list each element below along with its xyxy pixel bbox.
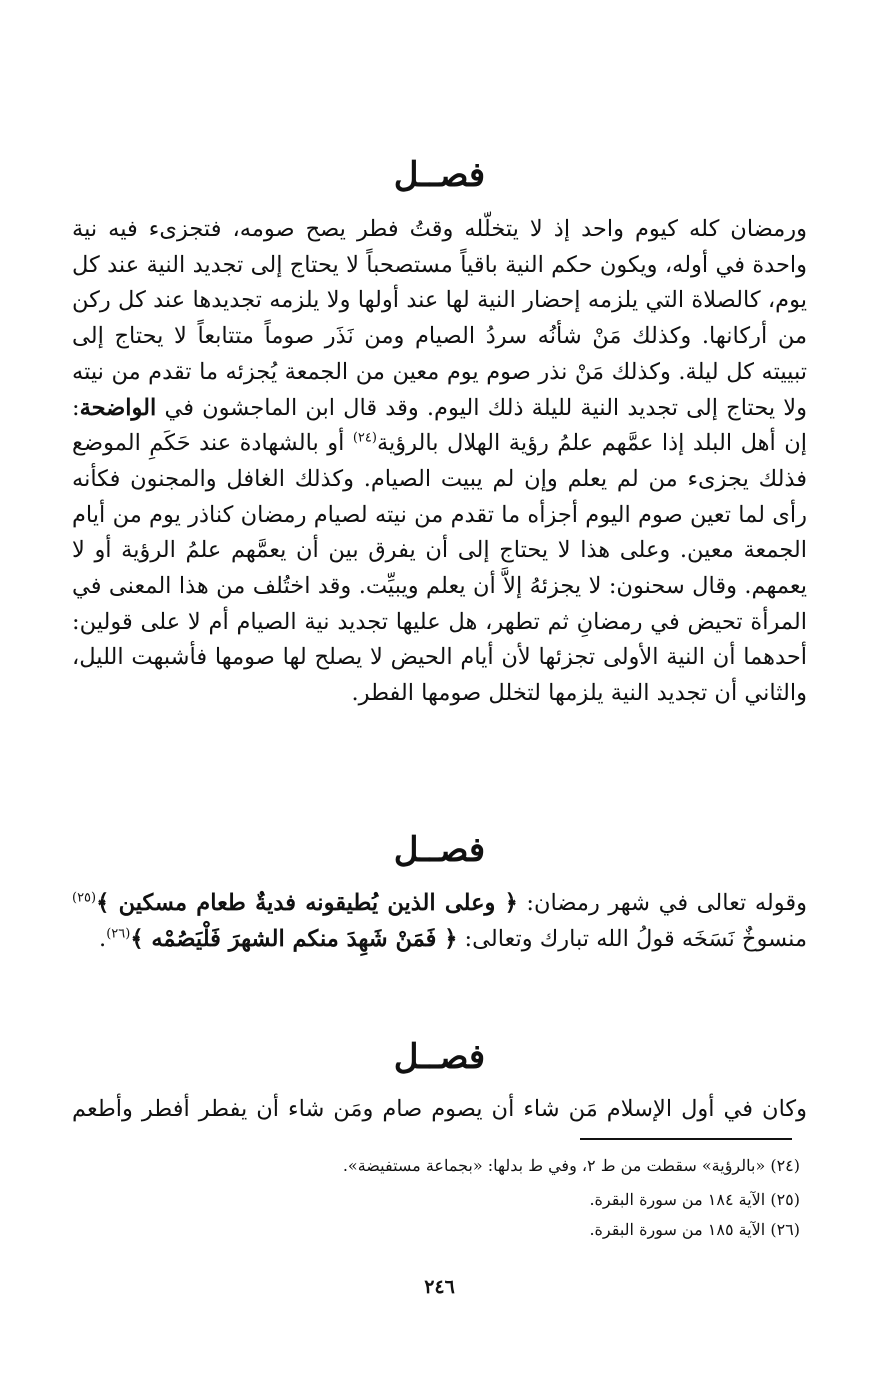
footnote-ref-25: (٢٥) — [72, 890, 97, 906]
section-heading-1: فصــل — [393, 155, 486, 195]
section-1-text: ورمضان كله كيوم واحد إذ لا يتخلّله وقتُ فطر يصح صومه، فتجزىء فيه نية واحدة في أوله، ويكون حكم النية باقياً مستصحباً لا يحتاج إلى تجديد النية عند كل يوم، كالصلاة التي يلزمه إحضار النية لها عند أولها ولا يلزمه تجديدها عند كل ركن من أركانها. وكذلك مَنْ شأنُه سردُ الصيام ومن نَذَر صوماً متتابعاً لا يحتاج إلى تبييته كل ليلة. وكذلك مَنْ نذر صوم يوم معين من الجمعة يُجزئه ما تقدم من نيته ولا يحتاج إلى تجديد النية لليلة ذلك اليوم. وقد قال ابن الماجشون في — [72, 216, 807, 421]
section-3-paragraph: وكان في أول الإسلام مَن شاء أن يصوم صام ومَن شاء أن يفطر أفطر وأطعم — [72, 1096, 807, 1122]
section-2-end: . — [99, 925, 107, 952]
quran-verse-2: ﴿ فَمَنْ شَهِدَ منكم الشهرَ فَلْيَصُمْه ﴾ — [130, 925, 458, 952]
page-number: ٢٤٦ — [424, 1276, 455, 1298]
section-1-text-cont1: : إن أهل البلد إذا عمَّهم علمُ رؤية الهلال بالرؤية — [72, 394, 807, 457]
section-heading-3: فصــل — [393, 1037, 486, 1077]
footnote-26: (٢٦) الآية ١٨٥ من سورة البقرة. — [589, 1220, 800, 1239]
footnote-24: (٢٤) «بالرؤية» سقطت من ط ٢، وفي ط بدلها: «بجماعة مستفيضة». — [342, 1156, 800, 1175]
source-book-title: الواضحة — [79, 394, 157, 421]
footnote-25: (٢٥) الآية ١٨٤ من سورة البقرة. — [589, 1190, 800, 1209]
footnote-divider — [580, 1138, 792, 1140]
footnote-ref-26: (٢٦) — [106, 926, 131, 942]
quran-verse-1: ﴿ وعلى الذين يُطيقونه فديةٌ طعام مسكين ﴾ — [96, 890, 518, 916]
footnote-ref-24: (٢٤) — [352, 430, 377, 446]
section-2-intro: وقوله تعالى في شهر رمضان: — [517, 890, 808, 916]
section-2-paragraph — [72, 886, 807, 957]
section-1-paragraph — [72, 212, 807, 712]
section-1-text-cont2: أو بالشهادة عند حَكَمِ الموضع فذلك يجزىء من لم يعلم وإن لم يبيت الصيام. وكذلك الغافل والمجنون فكأنه رأى لما تعين صوم اليوم أجزأه ما تقدم من نيته لصيام رمضان كناذر يوم من أيام الجمعة معين. وعلى هذا لا يحتاج إلى أن يفرق بين أن يعمَّهم علمُ الرؤية أو لا يعمهم. وقال سحنون: لا يجزئهُ إلاَّ أن يعلم ويبيِّت. وقد اختُلف من هذا المعنى في المرأة تحيض في رمضانِ ثم تطهر، هل عليها تجديد نية الصيام أم لا على قولين: أحدهما أن النية الأولى تجزئها لأن أيام الحيض لا يصلح لها صومها فأشبهت الليل، والثاني أن تجديد النية يلزمها لتخلل صومها الفطر. — [72, 430, 807, 707]
section-heading-2: فصــل — [393, 830, 486, 870]
section-2-mid: منسوخٌ نَسَخَه قولُ الله تبارك وتعالى: — [457, 925, 807, 952]
